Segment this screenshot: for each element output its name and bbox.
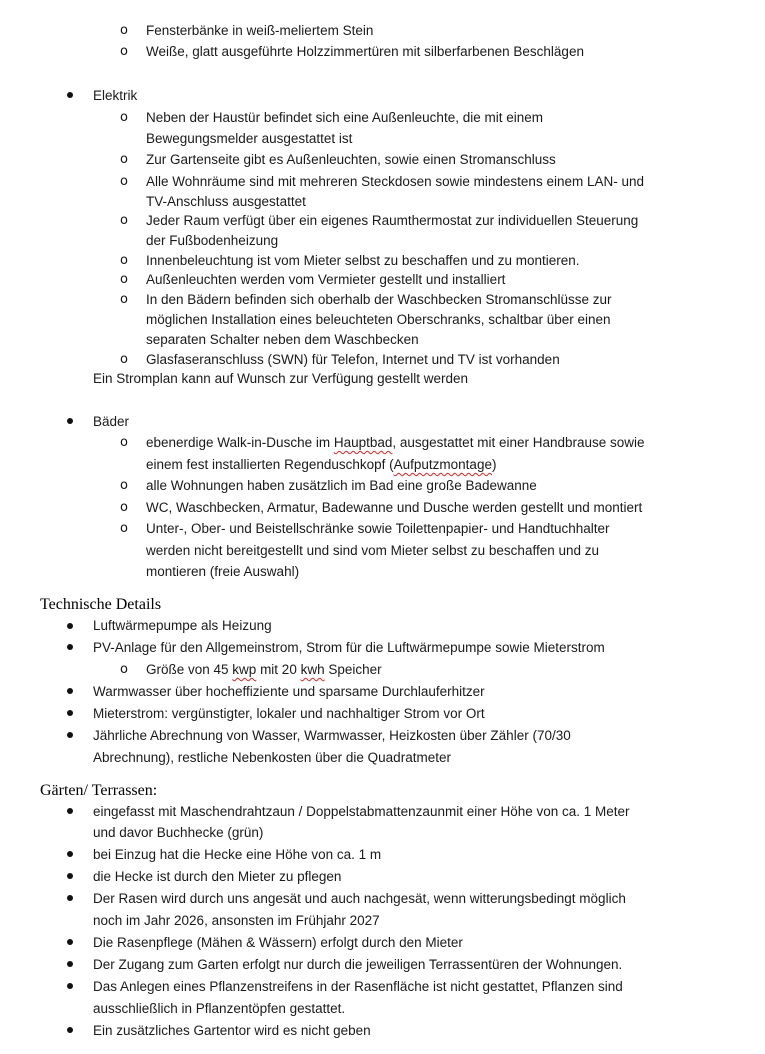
list-item-continuation: TV-Anschluss ausgestattet [146, 194, 306, 209]
list-item: Mieterstrom: vergünstigter, lokaler und nachhaltiger Strom vor Ort [93, 706, 485, 721]
circle-bullet-icon: o [120, 662, 128, 677]
list-item-continuation: montieren (freie Auswahl) [146, 564, 300, 579]
list-item: Der Rasen wird durch uns angesät und auch nachgesät, wenn witterungsbedingt möglich [93, 891, 626, 906]
section-heading-technische-details: Technische Details [40, 596, 162, 613]
list-item: Ein zusätzliches Gartentor wird es nicht geben [93, 1023, 371, 1038]
spellcheck-word: Hauptbad [333, 435, 393, 450]
list-item: Die Rasenpflege (Mähen & Wässern) erfolgt durch den Mieter [93, 935, 463, 950]
list-item-continuation: einem fest installierten Regenduschkopf (Aufputzmontage) [146, 457, 497, 472]
list-item-continuation: ausschließlich in Pflanzentöpfen gestattet. [93, 1001, 346, 1016]
list-item: Größe von 45 kwp mit 20 kwh Speicher [146, 662, 382, 677]
section-title-baeder: Bäder [93, 414, 130, 429]
circle-bullet-icon: o [120, 272, 128, 287]
list-item: Weiße, glatt ausgeführte Holzzimmertüren mit silberfarbenen Beschlägen [146, 44, 584, 59]
circle-bullet-icon: o [120, 152, 128, 167]
list-item: alle Wohnungen haben zusätzlich im Bad eine große Badewanne [146, 478, 537, 493]
list-item: eingefasst mit Maschendrahtzaun / Doppelstabmattenzaunmit einer Höhe von ca. 1 Meter [93, 804, 630, 819]
bullet-icon [67, 92, 73, 98]
list-item: WC, Waschbecken, Armatur, Badewanne und Dusche werden gestellt und montiert [146, 500, 643, 515]
list-item-continuation: Abrechnung), restliche Nebenkosten über die Quadratmeter [93, 750, 451, 765]
bullet-icon [67, 710, 73, 716]
list-item: Neben der Haustür befindet sich eine Außenleuchte, die mit einem [146, 110, 543, 125]
bullet-icon [67, 623, 73, 629]
list-item: Jeder Raum verfügt über ein eigenes Raumthermostat zur individuellen Steuerung [146, 213, 639, 228]
circle-bullet-icon: o [120, 23, 128, 38]
list-item: Warmwasser über hocheffiziente und sparsame Durchlauferhitzer [93, 684, 485, 699]
list-item-continuation: möglichen Installation eines beleuchteten Oberschranks, schaltbar über einen [146, 312, 611, 327]
bullet-icon [67, 1027, 73, 1033]
list-item: Unter-, Ober- und Beistellschränke sowie Toilettenpapier- und Handtuchhalter [146, 521, 610, 536]
bullet-icon [67, 873, 73, 879]
list-item: Jährliche Abrechnung von Wasser, Warmwasser, Heizkosten über Zähler (70/30 [93, 728, 571, 743]
bullet-icon [67, 418, 73, 424]
bullet-icon [67, 732, 73, 738]
list-item: Glasfaseranschluss (SWN) für Telefon, Internet und TV ist vorhanden [146, 352, 560, 367]
list-item: Außenleuchten werden vom Vermieter gestellt und installiert [146, 272, 506, 287]
circle-bullet-icon: o [120, 500, 128, 515]
circle-bullet-icon: o [120, 253, 128, 268]
bullet-icon [67, 961, 73, 967]
circle-bullet-icon: o [120, 213, 128, 228]
list-item: Das Anlegen eines Pflanzenstreifens in der Rasenfläche ist nicht gestattet, Pflanzen sind [93, 979, 623, 994]
spellcheck-word: Aufputzmontage [393, 457, 492, 472]
circle-bullet-icon: o [120, 110, 128, 125]
list-item-continuation: der Fußbodenheizung [146, 233, 279, 248]
circle-bullet-icon: o [120, 521, 128, 536]
bullet-icon [67, 983, 73, 989]
list-item-continuation: Bewegungsmelder ausgestattet ist [146, 131, 353, 146]
bullet-icon [67, 939, 73, 945]
list-item: die Hecke ist durch den Mieter zu pflegen [93, 869, 342, 884]
circle-bullet-icon: o [120, 478, 128, 493]
bullet-icon [67, 808, 73, 814]
spellcheck-word: kwh [300, 662, 325, 677]
section-heading-gaerten: Gärten/ Terrassen: [40, 782, 158, 799]
bullet-icon [67, 688, 73, 694]
list-item-continuation: werden nicht bereitgestellt und sind vom Mieter selbst zu beschaffen und zu [146, 543, 600, 558]
list-item: bei Einzug hat die Hecke eine Höhe von ca. 1 m [93, 847, 382, 862]
bullet-icon [67, 851, 73, 857]
list-item: Fensterbänke in weiß-meliertem Stein [146, 23, 374, 38]
list-item: Alle Wohnräume sind mit mehreren Steckdosen sowie mindestens einem LAN- und [146, 174, 644, 189]
circle-bullet-icon: o [120, 44, 128, 59]
list-item: ebenerdige Walk-in-Dusche im Hauptbad, ausgestattet mit einer Handbrause sowie [146, 435, 645, 450]
circle-bullet-icon: o [120, 435, 128, 450]
list-item: Zur Gartenseite gibt es Außenleuchten, sowie einen Stromanschluss [146, 152, 556, 167]
circle-bullet-icon: o [120, 174, 128, 189]
bullet-icon [67, 644, 73, 650]
list-item: Luftwärmepumpe als Heizung [93, 618, 272, 633]
list-item-continuation: separaten Schalter neben dem Waschbecken [146, 332, 419, 347]
circle-bullet-icon: o [120, 292, 128, 307]
elektrik-note: Ein Stromplan kann auf Wunsch zur Verfügung gestellt werden [93, 371, 468, 386]
list-item: Innenbeleuchtung ist vom Mieter selbst zu beschaffen und zu montieren. [146, 253, 580, 268]
list-item: In den Bädern befinden sich oberhalb der Waschbecken Stromanschlüsse zur [146, 292, 612, 307]
bullet-icon [67, 895, 73, 901]
section-title-elektrik: Elektrik [93, 88, 138, 103]
list-item: Der Zugang zum Garten erfolgt nur durch die jeweiligen Terrassentüren der Wohnungen. [93, 957, 623, 972]
list-item: PV-Anlage für den Allgemeinstrom, Strom für die Luftwärmepumpe sowie Mieterstrom [93, 640, 605, 655]
list-item-continuation: und davor Buchhecke (grün) [93, 825, 264, 840]
spellcheck-word: kwp [232, 662, 257, 677]
list-item-continuation: noch im Jahr 2026, ansonsten im Frühjahr 2027 [93, 913, 380, 928]
circle-bullet-icon: o [120, 352, 128, 367]
